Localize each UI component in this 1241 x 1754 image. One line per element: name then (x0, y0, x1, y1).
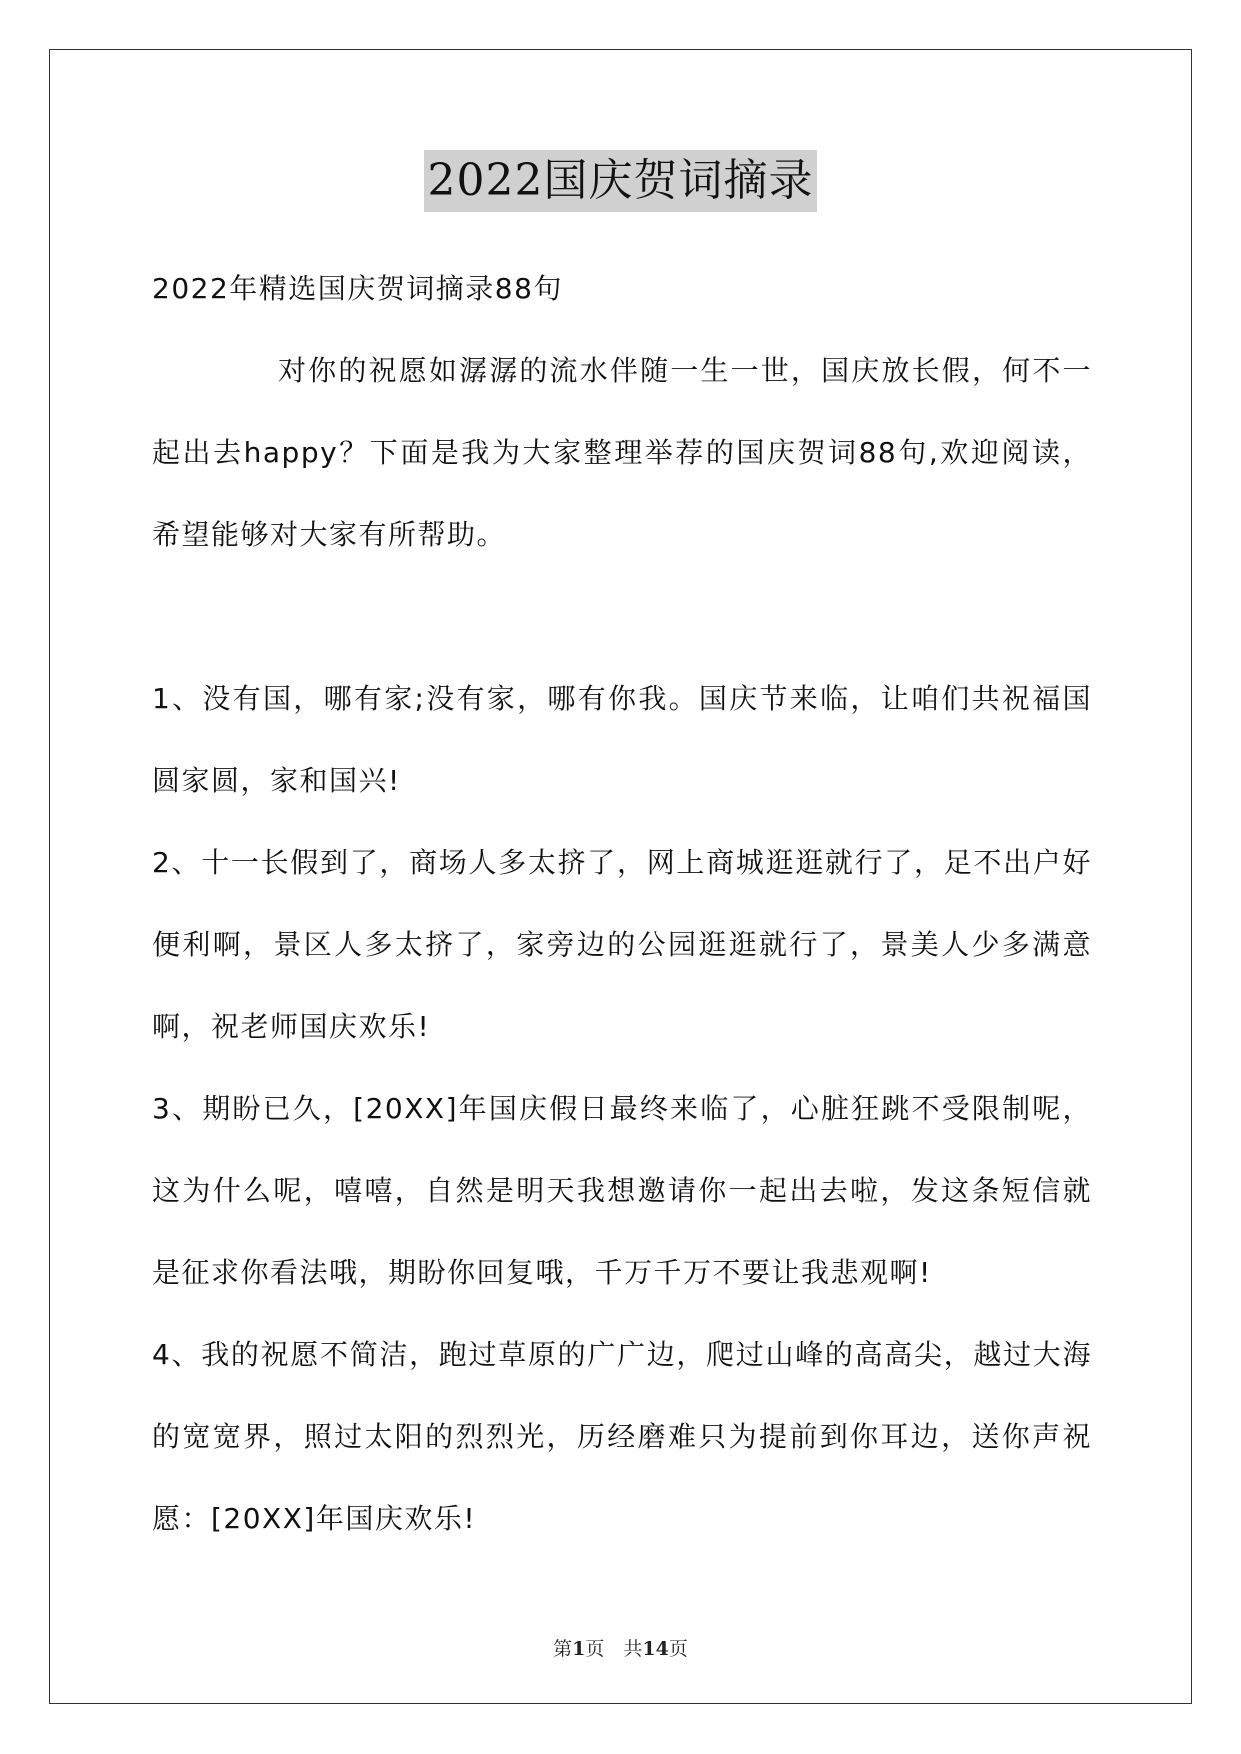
footer-current-page: 1 (572, 1638, 586, 1660)
greeting-item-3: 3、期盼已久，[20XX]年国庆假日最终来临了，心脏狂跳不受限制呢，这为什么呢，嘻嘻，自然是明天我想邀请你一起出去啦，发这条短信就是征求你看法哦，期盼你回复哦，千万千万不要让我悲观啊! (152, 1092, 1092, 1289)
footer-total-pages: 14 (642, 1638, 669, 1660)
greeting-item-2: 2、十一长假到了，商场人多太挤了，网上商城逛逛就行了，足不出户好便利啊，景区人多太挤了，家旁边的公园逛逛就行了，景美人少多满意啊，祝老师国庆欢乐! (152, 846, 1092, 1043)
footer-page-suffix: 页 (668, 1638, 688, 1660)
intro-paragraph: 对你的祝愿如潺潺的流水伴随一生一世，国庆放长假，何不一起出去happy？下面是我为大家整理举荐的国庆贺词88句,欢迎阅读，希望能够对大家有所帮助。 (152, 354, 1092, 551)
greeting-item-1: 1、没有国，哪有家;没有家，哪有你我。国庆节来临，让咱们共祝福国圆家圆，家和国兴! (152, 682, 1092, 797)
document-title: 2022国庆贺词摘录 (424, 150, 818, 212)
greeting-item-4: 4、我的祝愿不简洁，跑过草原的广广边，爬过山峰的高高尖，越过大海的宽宽界，照过太阳的烈烈光，历经磨难只为提前到你耳边，送你声祝愿：[20XX]年国庆欢乐! (152, 1338, 1092, 1535)
footer-page-prefix: 第 (553, 1638, 573, 1660)
title-container (0, 150, 1241, 212)
greetings-list (152, 658, 1092, 1560)
footer-page-mid: 页 共 (585, 1638, 643, 1660)
page-footer (0, 1634, 1241, 1661)
document-subtitle: 2022年精选国庆贺词摘录88句 (152, 272, 563, 305)
